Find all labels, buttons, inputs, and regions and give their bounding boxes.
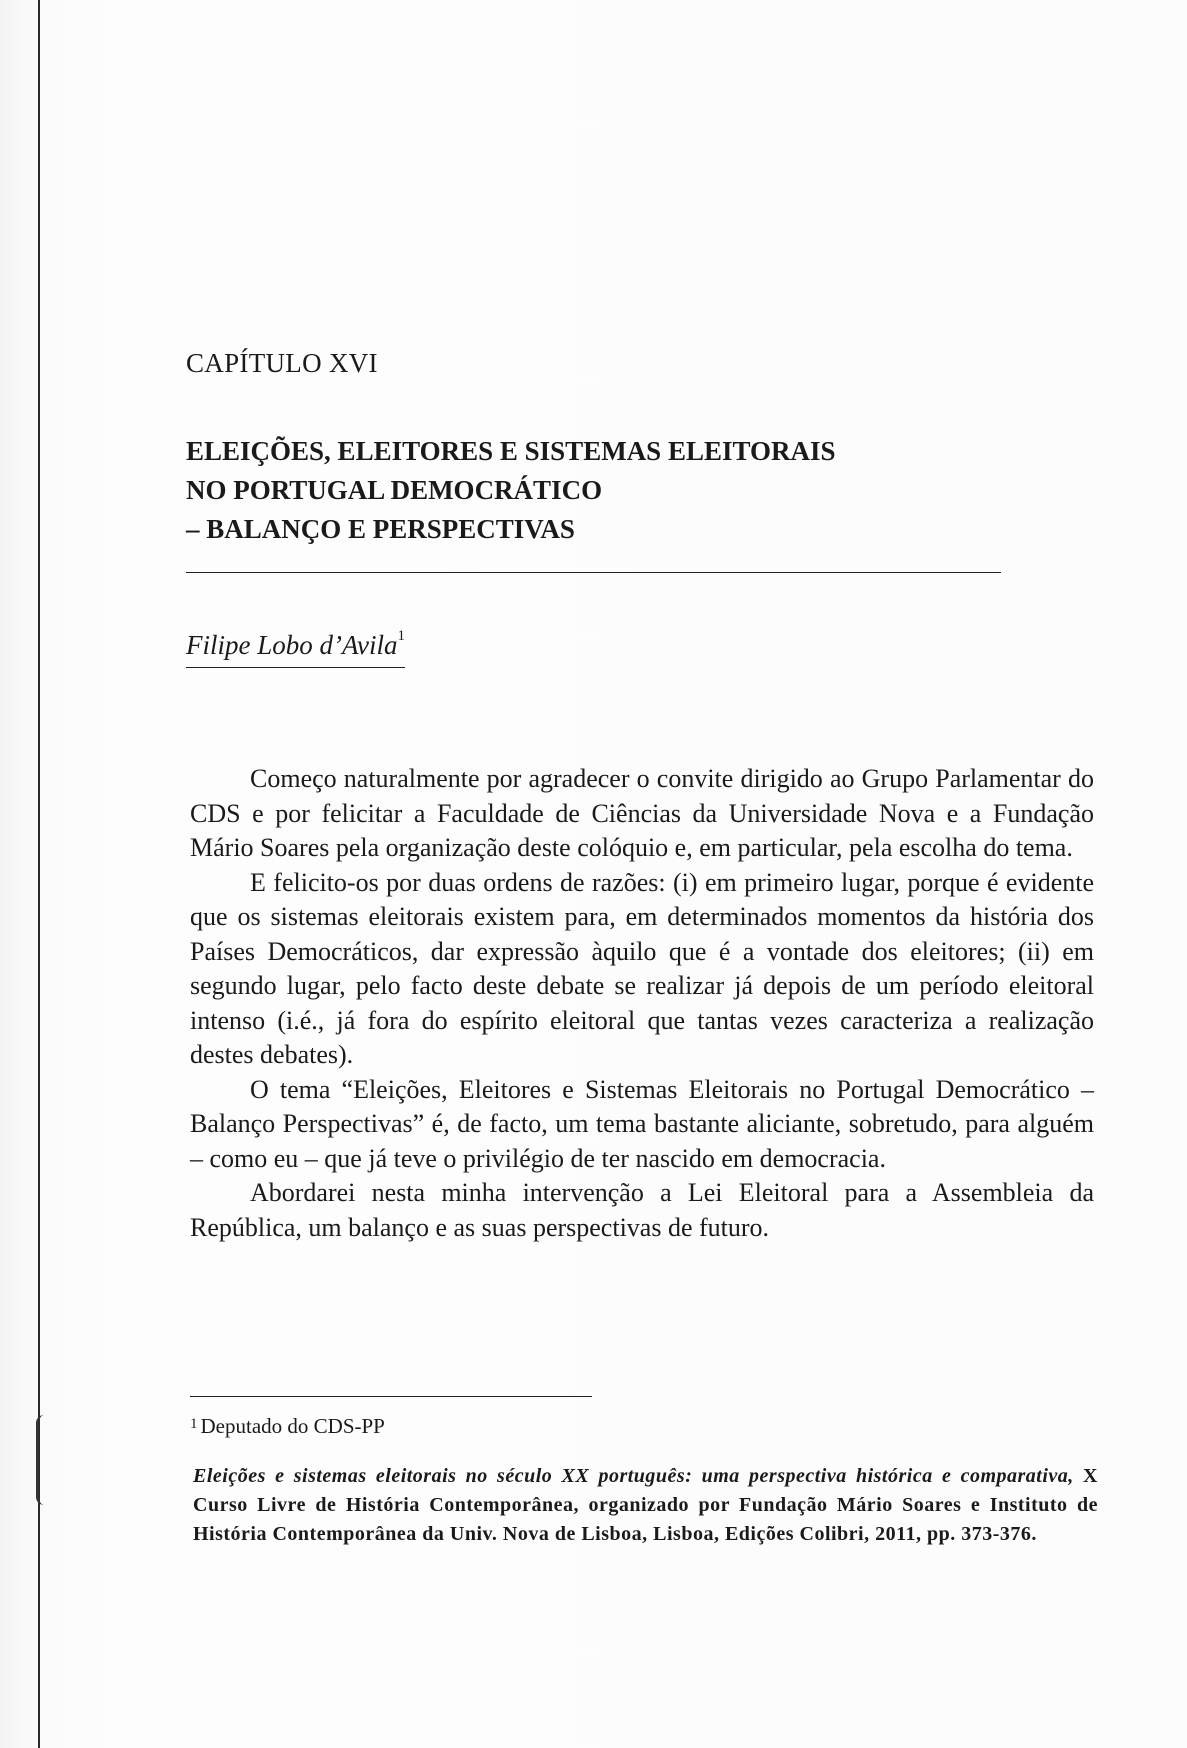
chapter-title-line-1: ELEIÇÕES, ELEITORES E SISTEMAS ELEITORAIS xyxy=(186,436,836,466)
source-details: X Curso Livre de História Contemporânea, organizado por Fundação Mário Soares e Instituto de História Contemporânea da Univ. Nova de Lisboa, Lisboa, Edições Colibri, 2011, pp. 373-376. xyxy=(193,1465,1098,1545)
body-paragraph-4: Abordarei nesta minha intervenção a Lei Eleitoral para a Assembleia da República, um balanço e as suas perspectivas de futuro. xyxy=(190,1178,1094,1242)
body-text xyxy=(190,762,1094,1245)
body-paragraph-2: E felicito-os por duas ordens de razões: (i) em primeiro lugar, porque é evidente que os sistemas eleitorais existem para, em determinados momentos da história dos Países Democráticos, dar expressão àquilo que é a vontade dos eleitores; (ii) em segundo lugar, pelo facto deste debate se realizar já depois de um período eleitoral intenso (i.é., já fora do espírito eleitoral que tantas vezes caracteriza a realização destes debates). xyxy=(190,867,1094,1069)
chapter-title xyxy=(186,432,1006,549)
body-paragraph-1: Começo naturalmente por agradecer o convite dirigido ao Grupo Parlamentar do CDS e por felicitar a Faculdade de Ciências da Universidade Nova e a Fundação Mário Soares pela organização deste colóquio e, em particular, pela escolha do tema. xyxy=(190,764,1094,862)
body-paragraph-3: O tema “Eleições, Eleitores e Sistemas Eleitorais no Portugal Democrático – Balanço Perspectivas” é, de facto, um tema bastante aliciante, sobretudo, para alguém – como eu – que já teve o privilégio de ter nascido em democracia. xyxy=(190,1074,1094,1173)
footnote-divider xyxy=(190,1396,592,1397)
chapter-title-line-2: NO PORTUGAL DEMOCRÁTICO xyxy=(186,475,603,505)
chapter-title-line-3: – BALANÇO E PERSPECTIVAS xyxy=(186,514,575,544)
author-byline xyxy=(186,630,405,668)
footnote-mark: 1 xyxy=(190,1416,198,1432)
source-reference xyxy=(193,1462,1098,1549)
title-divider xyxy=(186,572,1001,573)
author-name: Filipe Lobo d’Avila xyxy=(186,630,398,660)
chapter-label: CAPÍTULO XVI xyxy=(186,348,378,378)
footnote xyxy=(190,1414,385,1439)
page-binding-notch xyxy=(36,1415,45,1505)
author-footnote-mark: 1 xyxy=(397,628,405,644)
footnote-text: Deputado do CDS-PP xyxy=(200,1414,385,1438)
source-title: Eleições e sistemas eleitorais no século XX português: uma perspectiva histórica e comparativa, xyxy=(193,1465,1074,1487)
